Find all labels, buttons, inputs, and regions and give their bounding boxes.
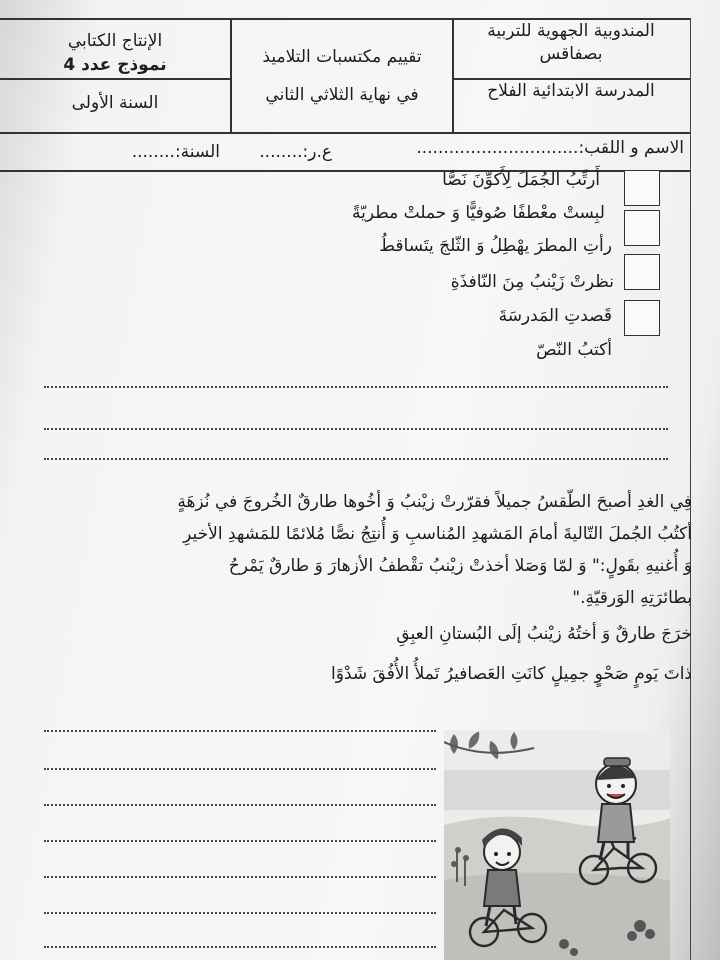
- school-name: المدرسة الابتدائية الفلاح: [487, 81, 655, 101]
- answer-line[interactable]: [44, 386, 668, 388]
- exercise2-instruction-line2: وَ أُغنيهِ بقَولٍ:" وَ لمّا وَصَلا أخذتْ زيْنبُ تقْطفُ الأزهارَ وَ طارقٌ يَمْرحُ: [228, 556, 692, 576]
- subject-name: الإنتاج الكتابي: [67, 31, 163, 51]
- exercise2-intro: فِي الغدِ أصبحَ الطّقسُ جميلاً فقرّرتْ زيْنبُ وَ أخُوها طارقٌ الخُروجَ في نُزهَةٍ: [177, 492, 692, 512]
- student-name-field[interactable]: الاسم و اللقب:..............................: [416, 138, 684, 158]
- assessment-term: في نهاية الثلاثي الثاني: [265, 85, 419, 105]
- sentence-item: لبِستْ معْطفًا صُوفيًّا وَ حملتْ مطريّةً: [351, 203, 605, 223]
- order-box-4[interactable]: [624, 300, 660, 336]
- registration-number-field[interactable]: ع.ر:........: [259, 142, 332, 162]
- exercise2-instruction-line3: بطائرَتِهِ الوَرقيّةِ.": [572, 588, 692, 608]
- order-box-2[interactable]: [624, 210, 660, 246]
- scene-sentence-1: خرَجَ طارقٌ وَ أختُهُ زيْنبُ إلَى البُستانِ العبِقِ: [396, 624, 692, 644]
- header-col-divider-2: [452, 18, 454, 132]
- answer-line[interactable]: [44, 912, 436, 914]
- answer-line[interactable]: [44, 840, 436, 842]
- order-box-3[interactable]: [624, 254, 660, 290]
- header-bottom-border: [0, 132, 690, 134]
- order-box-1[interactable]: [624, 170, 660, 206]
- sentence-item: رأتِ المطرَ يهْطِلُ وَ الثّلجَ يتَساقطُ: [379, 236, 612, 256]
- children-cycling-illustration: [444, 730, 670, 960]
- sentence-item: قَصدتِ المَدرسَةَ: [498, 306, 612, 326]
- exercise2-instruction-line1: أكتُبُ الجُملَ التّاليةَ أمامَ المَشهدِ المُناسبِ وَ أُنتِجُ نصًّا مُلائمًا للمَشهدِ الأخيرِ: [183, 524, 692, 544]
- header-col-divider-1: [230, 18, 232, 132]
- sentence-item: نظرتْ زَيْنبُ مِنَ النّافذَةِ: [450, 272, 614, 292]
- answer-line[interactable]: [44, 730, 436, 732]
- regional-directorate: المندوبية الجهوية للتربية بصفاقس: [487, 21, 655, 64]
- answer-line[interactable]: [44, 876, 436, 878]
- assessment-title: تقييم مكتسبات التلاميذ: [262, 47, 422, 67]
- answer-line[interactable]: [44, 804, 436, 806]
- grade-level: السنة الأولى: [71, 93, 159, 113]
- answer-line[interactable]: [44, 946, 436, 948]
- answer-line[interactable]: [44, 458, 668, 460]
- exercise1-instruction: أَرتِّبُ الجُمَلَ لِأَكوِّنَ نَصًّا: [442, 170, 600, 190]
- model-number: نموذج عدد 4: [63, 55, 167, 75]
- write-text-instruction: أكتبُ النّصّ: [536, 340, 612, 360]
- class-year-field[interactable]: السنة:........: [131, 142, 220, 162]
- scene-sentence-2: ذاتَ يَومٍ صَحْوٍ جمِيلٍ كانَتِ العَصافيرُ تَملأُ الأُفُقَ شَدْوًا: [331, 664, 692, 684]
- answer-line[interactable]: [44, 768, 436, 770]
- header-left-divider: [0, 78, 230, 80]
- answer-line[interactable]: [44, 428, 668, 430]
